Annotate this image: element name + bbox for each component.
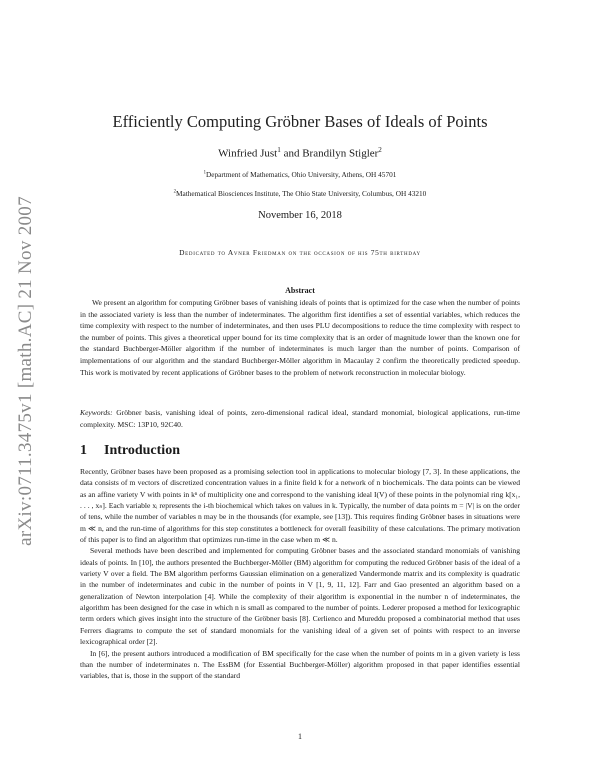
affiliation-mark: 1 <box>203 170 206 176</box>
affiliation-text: Mathematical Biosciences Institute, The Ohio State University, Columbus, OH 43210 <box>176 189 427 198</box>
paper-date: November 16, 2018 <box>258 210 342 221</box>
section-title: Introduction <box>104 443 180 458</box>
section-number: 1 <box>80 443 87 458</box>
affiliation-text: Department of Mathematics, Ohio University, Athens, OH 45701 <box>205 170 397 179</box>
keywords-label: Keywords: <box>80 408 113 417</box>
section-body <box>80 466 520 682</box>
keywords-text: Gröbner basis, vanishing ideal of points, zero-dimensional radical ideal, standard monomial, biological applications, run-time complexity. MSC: 13P10, 92C40. <box>80 408 520 429</box>
dedication: Dedicated to Avner Friedman on the occasion of his 75th birthday <box>179 248 421 257</box>
keywords <box>80 407 520 430</box>
author-affiliation-mark: 1 <box>277 146 281 154</box>
paper-title: Efficiently Computing Gröbner Bases of Ideals of Points <box>112 112 488 131</box>
arxiv-identifier-stamp <box>8 176 44 566</box>
author-name: Brandilyn Stigler <box>302 147 379 160</box>
author-name: Winfried Just <box>218 147 278 160</box>
abstract-heading: Abstract <box>285 286 315 295</box>
section-heading <box>80 443 180 459</box>
affiliation <box>80 170 520 179</box>
affiliation <box>80 189 520 198</box>
body-paragraph: Recently, Gröbner bases have been proposed as a promising selection tool in applications to molecular biology [7, 3]. In these applications, the data consists of m vectors of discretized concentration values in a finite field k for a network of n biochemicals. The data points can be viewed as an affine variety V with points in kⁿ of multiplicity one and correspond to the vanishing ideal I(V) of these points in the polynomial ring k[x₁, . . . , xₙ]. Each variable xᵢ represents the i-th biochemical which takes on values in k. Typically, the number of data points m = |V| is on the order of tens, while the number of variables n may be in the thousands (for example, see [13]). This requires finding Gröbner bases in situations were m ≪ n, and the run-time of algorithms for this step constitutes a bottleneck for overall feasibility of these calculations. The primary motivation of this paper is to find an algorithm that optimizes run-time in the case when m ≪ n. <box>80 467 520 545</box>
author-affiliation-mark: 2 <box>378 146 382 154</box>
abstract-paragraph: We present an algorithm for computing Gröbner bases of vanishing ideals of points that is optimized for the case when the number of points in the associated variety is less than the number of indeterminates. The algorithm first identifies a set of essential variables, which reduces the time complexity with respect to the number of indeterminates, and then uses PLU decompositions to reduce the time complexity with respect to the number of points. This gives a theoretical upper bound for its time complexity that is an order of magnitude lower than the known one for the standard Buchberger-Möller algorithm if the number of indeterminates is much larger than the number of points. Comparison of implementations of our algorithm and the standard Buchberger-Möller algorithm in Macaulay 2 confirm the theoretically predicted speedup. This work is motivated by recent applications of Gröbner bases to the problem of network reconstruction in molecular biology. <box>80 298 520 377</box>
affiliation-mark: 2 <box>173 189 177 195</box>
abstract-body <box>80 297 520 378</box>
body-paragraph: Several methods have been described and implemented for computing Gröbner bases and the associated standard monomials of vanishing ideals of points. In [10], the authors presented the Buchberger-Möller (BM) algorithm for computing the reduced Gröbner basis of the ideal of a variety V over a field. The BM algorithm performs Gaussian elimination on a generalized Vandermonde matrix and its complexity is quadratic in the number of indeterminates and cubic in the number of points in V [1, 9, 11, 12]. Farr and Gao presented an algorithm based on a generalization of Newton interpolation [4]. While the complexity of their algorithm is exponential in the number n of indeterminates, the algorithm has been designed for the case in which n is small as compared to the number of points. Lederer proposed a method for lexicographic term orders which gives insight into the structure of the Gröbner basis [8]. Cerlienco and Mureddu proposed a combinatorial method that uses Ferrers diagrams to compute the set of standard monomials for the vanishing ideal of a given set of points with respect to an inverse lexicographical order [2]. <box>80 546 520 647</box>
author-conjunction: and <box>280 147 303 160</box>
author-line <box>80 146 520 160</box>
page-number: 1 <box>298 732 302 741</box>
body-paragraph: In [6], the present authors introduced a modification of BM specifically for the case when the number of points m in a given variety is less than the number of indeterminates n. The EssBM (for Essential Buchberger-Möller) algorithm proposed in that paper identifies essential variables, that is, those in the support of the standard <box>80 648 520 681</box>
arxiv-identifier-text: arXiv:0711.3475v1 [math.AC] 21 Nov 2007 <box>15 196 36 546</box>
